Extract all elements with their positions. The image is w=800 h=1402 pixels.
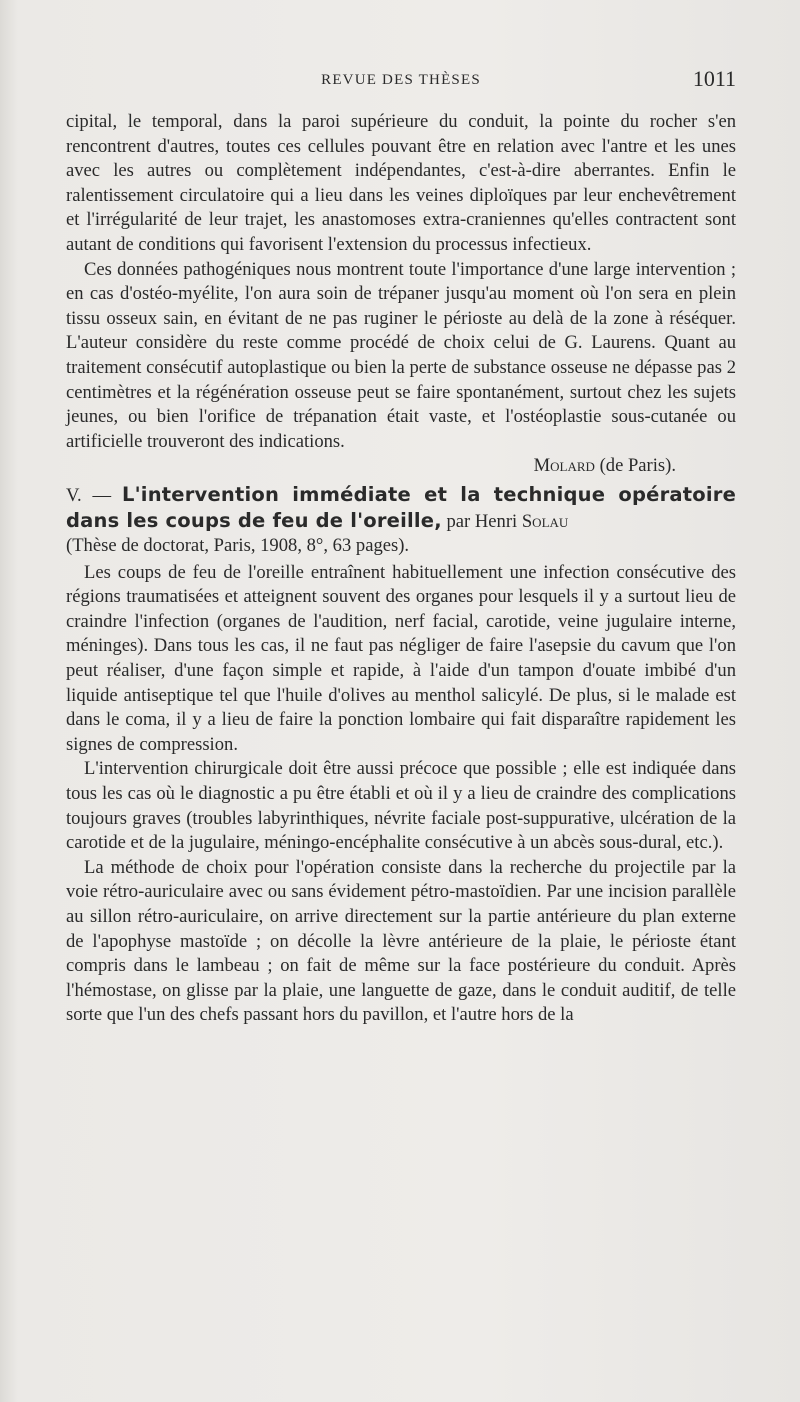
paragraph-continuation: cipital, le temporal, dans la paroi supérieure du conduit, la pointe du rocher s'en rencontrent d'autres, toutes ces cellules pouvant être en relation avec l'antre et les unes avec les autres ou complètement indépendantes, c'est-à-dire aberrantes. Enfin le ralentissement circulatoire qui a lieu dans les veines diploïques par leur enchevêtrement et l'irrégularité de leur trajet, les anastomoses extra-craniennes qu'elles contractent sont autant de conditions qui favorisent l'extension du processus infectieux. (66, 111, 736, 255)
running-title: REVUE DES THÈSES (321, 72, 481, 88)
paragraph: Les coups de feu de l'oreille entraînent habituellement une infection consécutive des régions traumatisées et atteignent souvent des organes pour lesquels il y a surtout lieu de craindre l'infection (organes de l'audition, nerf facial, carotide, veine jugulaire interne, méninges). Dans tous les cas, il ne faut pas négliger de faire l'asepsie du cavum que l'on peut réaliser, d'une façon simple et rapide, à l'aide d'un tampon d'ouate imbibé d'un liquide antiseptique tel que l'huile d'olives au menthol salicylé. De plus, si le malade est dans le coma, il y a lieu de faire la ponction lombaire qui fait disparaître rapidement les signes de compression. (66, 561, 736, 755)
reviewer-place: (de Paris). (599, 455, 676, 477)
body-text (66, 110, 736, 1028)
thesis-citation: (Thèse de doctorat, Paris, 1908, 8°, 63 pages). (66, 535, 410, 557)
section-numeral: V. — (66, 484, 112, 506)
paragraph: La méthode de choix pour l'opération consiste dans la recherche du projectile par la voie rétro-auriculaire avec ou sans évidement pétro-mastoïdien. Par une incision parallèle au sillon rétro-auriculaire, on arrive directement sur la partie antérieure du plan externe de l'apophyse mastoïde ; on décolle la lèvre antérieure de la plaie, le périoste étant compris dans le lambeau ; on fait de même sur la face postérieure du conduit. Après l'hémostase, on glisse par la plaie, une languette de gaze, dans le conduit auditif, de telle sorte que l'un des chefs passant hors du pavillon, et l'autre hors de la (66, 856, 736, 1026)
page-header (66, 66, 736, 96)
author-name: Solau (521, 510, 569, 532)
paragraph: Ces données pathogéniques nous montrent toute l'importance d'une large intervention ; en cas d'ostéo-myélite, l'on aura soin de trépaner jusqu'au moment où l'on sera en plein tissu osseux sain, en évitant de ne pas ruginer le périoste au delà de la zone à réséquer. L'auteur considère du reste comme procédé de choix celui de G. Laurens. Quant au traitement consécutif autoplastique ou bien la perte de substance osseuse ne dépasse pas 2 centimètres et la régénération osseuse peut se faire spontanément, surtout chez les sujets jeunes, ou bien l'orifice de trépanation était vaste, et l'ostéoplastie sous-cutanée ou artificielle trouveront des indications. (66, 258, 736, 452)
section-title: L'intervention immédiate et la technique opératoire dans les coups de feu de l'oreille, (66, 482, 736, 532)
page-number: 1011 (692, 66, 736, 91)
reviewer-signature (66, 454, 736, 479)
paragraph: L'intervention chirurgicale doit être aussi précoce que possible ; elle est indiquée dans tous les cas où le diagnostic a pu être établi et où il y a lieu de craindre des complications toujours graves (troubles labyrinthiques, névrite faciale post-suppurative, ulcération de la carotide et de la jugulaire, méningo-encéphalite consécutive à un abcès sous-dural, etc.). (66, 758, 736, 854)
reviewer-name: Molard (533, 455, 595, 477)
section-heading (66, 483, 736, 559)
author-prefix: par Henri (446, 510, 518, 532)
